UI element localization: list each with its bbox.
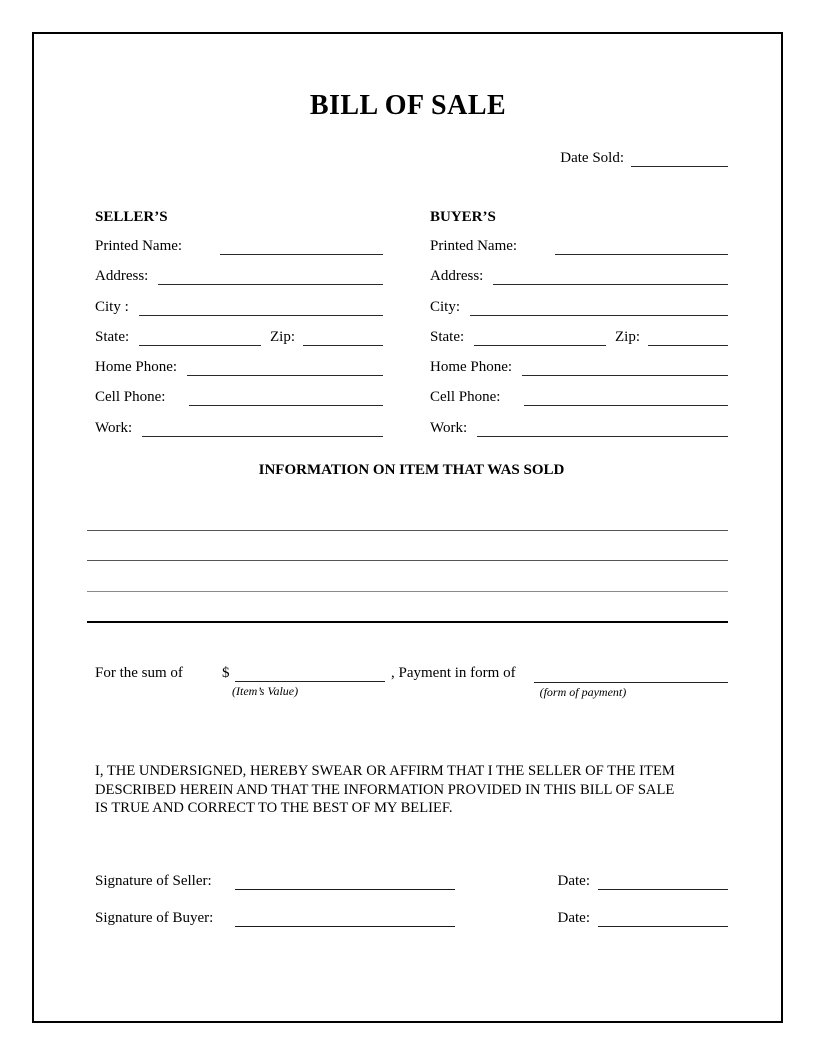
- payment-form-caption: (form of payment): [539, 685, 627, 699]
- buyer-city-label: City:: [430, 298, 461, 315]
- sum-of-label: For the sum of: [95, 665, 183, 681]
- buyer-state-zip-row: [430, 328, 728, 346]
- buyer-city-field[interactable]: [470, 315, 728, 316]
- buyer-signature-field[interactable]: [235, 926, 455, 927]
- item-description-line[interactable]: [87, 592, 728, 623]
- affirmation-paragraph: [95, 762, 675, 818]
- buyer-work-field[interactable]: [477, 436, 728, 437]
- dollar-sign: $: [222, 665, 230, 681]
- buyer-state-field[interactable]: [474, 345, 606, 346]
- seller-signature-field[interactable]: [235, 889, 455, 890]
- buyer-cell-phone-row: [430, 388, 728, 406]
- seller-cell-phone-row: [95, 388, 383, 406]
- item-description-line[interactable]: [87, 500, 728, 531]
- buyer-address-label: Address:: [430, 268, 484, 285]
- buyer-zip-label: Zip:: [615, 328, 640, 345]
- item-description-lines: [87, 500, 728, 623]
- buyer-cell-phone-label: Cell Phone:: [430, 389, 501, 406]
- buyer-city-row: [430, 298, 728, 316]
- affirmation-line: I, THE UNDERSIGNED, HEREBY SWEAR OR AFFIRM THAT I THE SELLER OF THE ITEM: [95, 763, 675, 779]
- seller-home-phone-label: Home Phone:: [95, 359, 178, 376]
- item-description-line[interactable]: [87, 531, 728, 561]
- seller-state-label: State:: [95, 328, 130, 345]
- date-sold-row: [560, 149, 728, 167]
- seller-zip-field[interactable]: [303, 345, 383, 346]
- payment-form-label: , Payment in form of: [391, 665, 516, 681]
- seller-address-field[interactable]: [158, 284, 383, 285]
- seller-address-row: [95, 267, 383, 285]
- seller-signature-row: [95, 872, 728, 890]
- seller-printed-name-row: [95, 237, 383, 255]
- buyer-printed-name-label: Printed Name:: [430, 238, 518, 254]
- seller-printed-name-field[interactable]: [220, 254, 383, 255]
- seller-printed-name-label: Printed Name:: [95, 238, 183, 254]
- seller-home-phone-field[interactable]: [187, 375, 383, 376]
- buyer-address-field[interactable]: [493, 284, 728, 285]
- seller-work-field[interactable]: [142, 436, 383, 437]
- date-sold-label: Date Sold:: [560, 150, 624, 166]
- buyer-cell-phone-field[interactable]: [524, 405, 728, 406]
- payment-form-group: [534, 664, 728, 699]
- affirmation-line: DESCRIBED HEREIN AND THAT THE INFORMATION PROVIDED IN THIS BILL OF SALE: [95, 781, 675, 798]
- payment-form-field[interactable]: [534, 664, 728, 683]
- buyer-work-row: [430, 419, 728, 437]
- form-title: BILL OF SALE: [309, 90, 507, 121]
- seller-cell-phone-field[interactable]: [189, 405, 383, 406]
- buyer-home-phone-row: [430, 358, 728, 376]
- buyer-signature-row: [95, 909, 728, 927]
- seller-signature-date-field[interactable]: [598, 889, 728, 890]
- item-value-field[interactable]: [235, 681, 386, 682]
- payment-row: [95, 664, 728, 699]
- date-sold-field[interactable]: [631, 149, 728, 167]
- buyer-signature-label: Signature of Buyer:: [95, 910, 214, 926]
- seller-city-label: City :: [95, 298, 129, 315]
- buyer-home-phone-field[interactable]: [522, 375, 728, 376]
- affirmation-line: IS TRUE AND CORRECT TO THE BEST OF MY BELIEF.: [95, 800, 453, 816]
- seller-section: [95, 208, 383, 449]
- buyer-signature-date-field[interactable]: [598, 926, 728, 927]
- buyer-printed-name-row: [430, 237, 728, 255]
- seller-signature-label: Signature of Seller:: [95, 873, 212, 889]
- item-description-line[interactable]: [87, 561, 728, 591]
- seller-heading: SELLER’S: [95, 209, 168, 225]
- seller-signature-date-label: Date:: [557, 873, 590, 889]
- seller-city-row: [95, 298, 383, 316]
- buyer-heading: BUYER’S: [430, 209, 496, 225]
- buyer-home-phone-label: Home Phone:: [430, 359, 513, 376]
- seller-cell-phone-label: Cell Phone:: [95, 389, 166, 406]
- seller-address-label: Address:: [95, 268, 149, 285]
- item-value-group: [222, 664, 385, 699]
- seller-work-label: Work:: [95, 419, 133, 436]
- signatures-section: [95, 872, 728, 946]
- seller-state-field[interactable]: [139, 345, 261, 346]
- seller-city-field[interactable]: [139, 315, 383, 316]
- seller-home-phone-row: [95, 358, 383, 376]
- buyer-address-row: [430, 267, 728, 285]
- seller-zip-label: Zip:: [270, 328, 295, 345]
- buyer-state-label: State:: [430, 328, 465, 345]
- seller-work-row: [95, 419, 383, 437]
- parties-section: [95, 208, 728, 449]
- buyer-signature-date-label: Date:: [557, 910, 590, 926]
- buyer-zip-field[interactable]: [648, 345, 728, 346]
- buyer-section: [430, 208, 728, 449]
- seller-state-zip-row: [95, 328, 383, 346]
- item-value-caption: (Item’s Value): [232, 684, 299, 698]
- buyer-printed-name-field[interactable]: [555, 254, 728, 255]
- item-info-heading: INFORMATION ON ITEM THAT WAS SOLD: [258, 462, 565, 478]
- buyer-work-label: Work:: [430, 419, 468, 436]
